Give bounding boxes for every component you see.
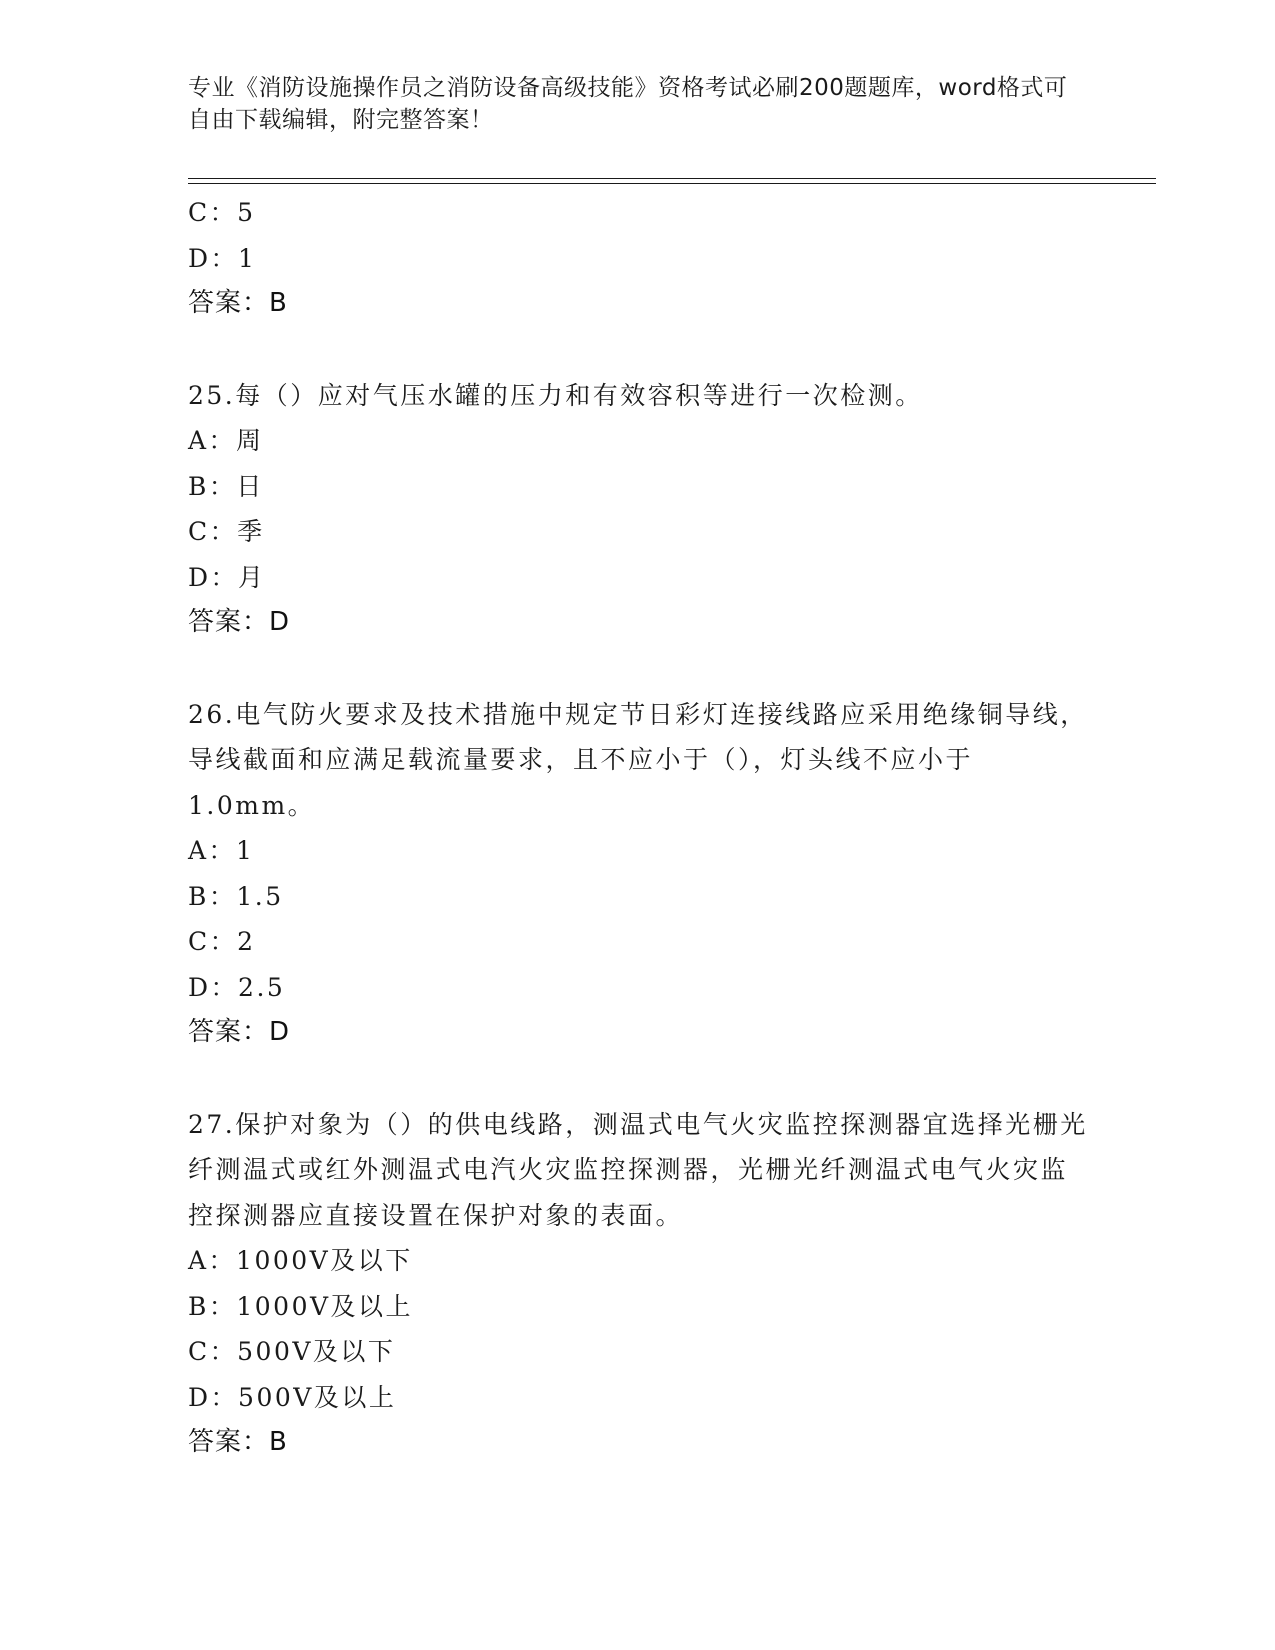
question-27 (188, 1102, 1088, 1466)
option-c: C：5 (188, 198, 256, 227)
answer-line: 答案：D (188, 607, 291, 637)
document-title: 专业《消防设施操作员之消防设备高级技能》资格考试必刷200题题库，word格式可自由下载编辑，附完整答案！ (188, 75, 1068, 133)
question-text: 26.电气防火要求及技术措施中规定节日彩灯连接线路应采用绝缘铜导线，导线截面和应满足载流量要求，且不应小于（），灯头线不应小于1.0mm。 (188, 699, 1088, 820)
spacer (188, 1056, 1088, 1102)
document-header (188, 72, 1088, 136)
option-c: C：2 (188, 927, 256, 956)
option-b: B：1000V及以上 (188, 1291, 414, 1321)
question-text: 25.每（）应对气压水罐的压力和有效容积等进行一次检测。 (188, 380, 923, 410)
question-26 (188, 692, 1088, 1056)
spacer (188, 327, 1088, 373)
option-c: C：500V及以下 (188, 1337, 396, 1366)
header-divider-bottom (188, 183, 1156, 184)
option-a: A：周 (188, 426, 264, 455)
header-divider-top (188, 178, 1156, 179)
answer-line: 答案：D (188, 1017, 291, 1047)
option-d: D：2.5 (188, 972, 286, 1002)
option-d: D：月 (188, 562, 266, 592)
option-d: D：500V及以上 (188, 1382, 397, 1412)
question-list (188, 190, 1088, 1466)
option-a: A：1 (188, 836, 255, 865)
question-25 (188, 373, 1088, 646)
question-partial (188, 190, 1088, 327)
spacer (188, 646, 1088, 692)
option-b: B：1.5 (188, 881, 284, 911)
option-b: B：日 (188, 471, 264, 501)
option-c: C：季 (188, 517, 265, 546)
option-d: D：1 (188, 243, 257, 273)
answer-line: 答案：B (188, 288, 288, 318)
answer-line: 答案：B (188, 1427, 288, 1457)
option-a: A：1000V及以下 (188, 1246, 413, 1275)
question-text: 27.保护对象为（）的供电线路，测温式电气火灾监控探测器宜选择光栅光纤测温式或红外测温式电汽火灾监控探测器，光栅光纤测温式电气火灾监控探测器应直接设置在保护对象的表面。 (188, 1109, 1088, 1230)
